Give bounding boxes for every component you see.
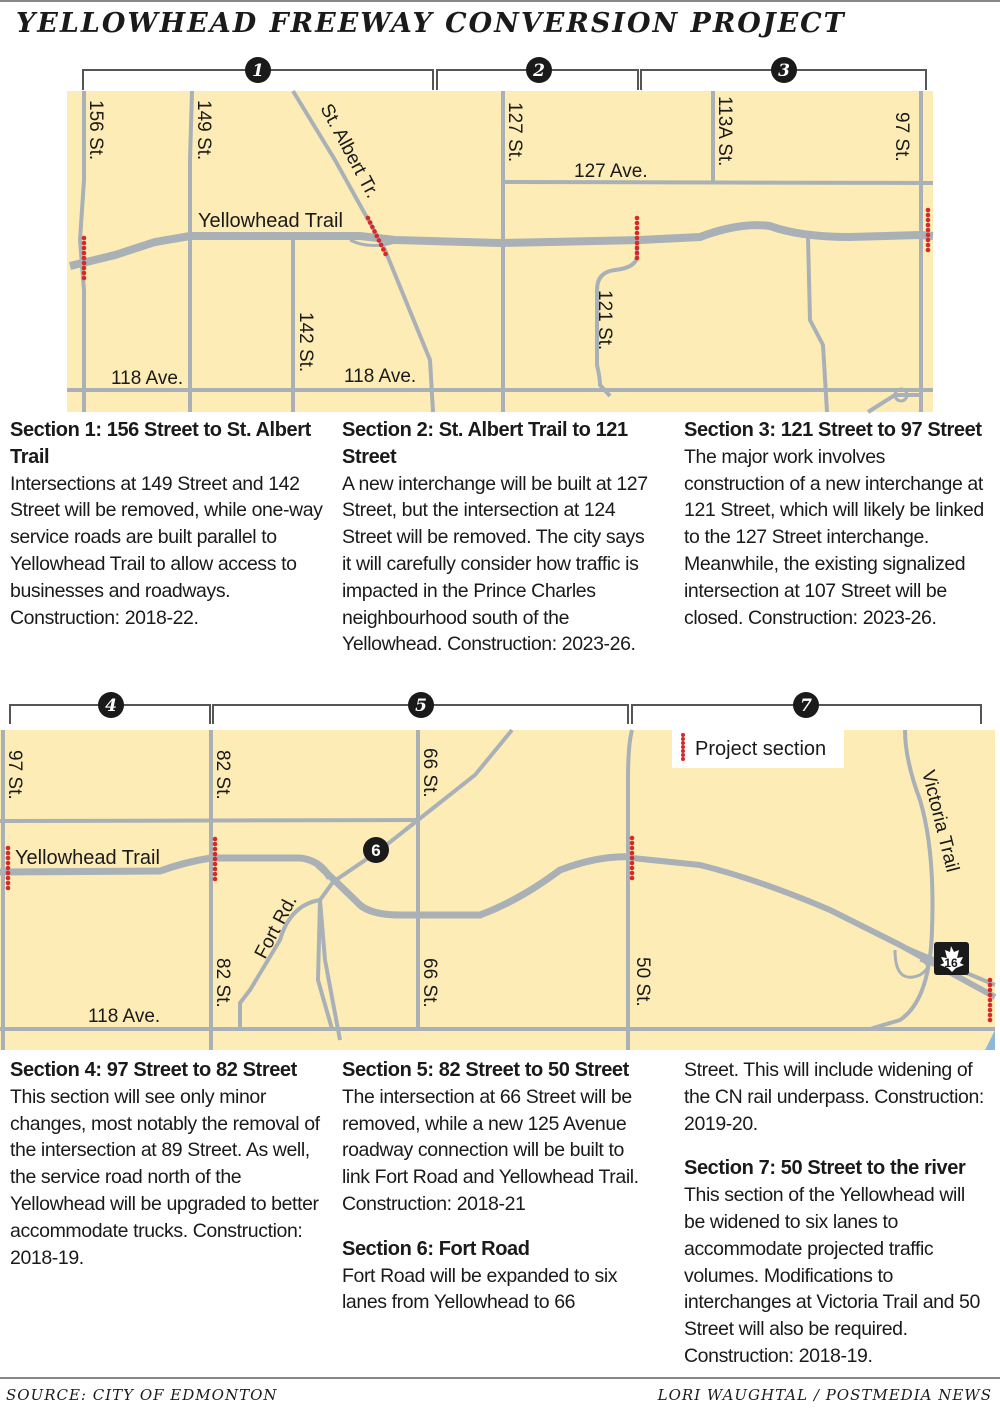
section-badge-4 bbox=[98, 692, 124, 718]
label-97-st: 97 St. bbox=[891, 112, 912, 162]
label-121-st: 121 St. bbox=[594, 290, 615, 351]
label-yellowhead-trail: Yellowhead Trail bbox=[15, 847, 160, 869]
top-rule bbox=[0, 0, 1000, 2]
section-6-7-description bbox=[684, 1057, 990, 1370]
section-4-description bbox=[10, 1057, 320, 1271]
label-113a-st: 113A St. bbox=[714, 96, 735, 167]
label-118-ave-b: 118 Ave. bbox=[344, 366, 417, 387]
label-victoria-trail: Victoria Trail bbox=[917, 768, 963, 875]
highway-16-shield bbox=[934, 942, 969, 975]
section-2-heading: Section 2: St. Albert Trail to 121 Street bbox=[342, 419, 628, 468]
section-2-description bbox=[342, 417, 652, 658]
section-6-body-part1: Fort Road will be expanded to six lanes from Yellowhead to 66 bbox=[342, 1264, 618, 1314]
label-127-ave: 127 Ave. bbox=[574, 161, 648, 182]
section-badge-3 bbox=[771, 57, 797, 83]
svg-text:4: 4 bbox=[105, 696, 117, 716]
section-badge-5 bbox=[408, 692, 434, 718]
section-badge-1 bbox=[245, 57, 271, 83]
author-credit: LORI WAUGHTAL / POSTMEDIA NEWS bbox=[657, 1386, 992, 1404]
label-50-st: 50 St. bbox=[632, 957, 653, 1007]
source-credit: SOURCE: CITY OF EDMONTON bbox=[6, 1386, 278, 1404]
land-area bbox=[0, 730, 995, 1050]
section-1-heading: Section 1: 156 Street to St. Albert Trail bbox=[10, 419, 311, 468]
svg-text:7: 7 bbox=[800, 696, 812, 716]
svg-text:2: 2 bbox=[533, 61, 545, 81]
section-6-heading: Section 6: Fort Road bbox=[342, 1237, 530, 1260]
label-156-st: 156 St. bbox=[85, 100, 106, 161]
label-yellowhead-trail: Yellowhead Trail bbox=[198, 210, 343, 232]
section-2-body: A new interchange will be built at 127 Street, but the intersection at 124 Street will be removed. The city says it will carefully consider how traffic is impacted in the Prince Charles neighbourhood south of the Yellowhead. Construction: 2023-26. bbox=[342, 472, 648, 656]
svg-text:6: 6 bbox=[371, 841, 381, 860]
section-1-body: Intersections at 149 Street and 142 Street will be removed, while one-way service roads are built parallel to Yellowhead Trail to allow access to businesses and roadways. Construction: 2018-22. bbox=[10, 472, 323, 629]
section-5-6-description bbox=[342, 1057, 642, 1316]
map-legend bbox=[672, 730, 844, 768]
section-brackets bbox=[10, 705, 981, 724]
label-66-st-bottom: 66 St. bbox=[419, 958, 440, 1008]
section-3-body: The major work involves construction of a new interchange at 121 Street, which will likely be linked to the 127 Street interchange. Meanwhile, the existing signalized intersection at 107 Street will be closed. Construction: 2023-26. bbox=[684, 445, 984, 629]
label-127-st: 127 St. bbox=[504, 102, 525, 163]
label-149-st: 149 St. bbox=[193, 100, 214, 161]
section-5-heading: Section 5: 82 Street to 50 Street bbox=[342, 1059, 629, 1081]
section-badge-7 bbox=[793, 692, 819, 718]
label-st-albert-tr: St. Albert Tr. bbox=[315, 100, 383, 202]
bottom-map bbox=[0, 690, 1000, 1055]
label-66-st-top: 66 St. bbox=[419, 748, 440, 798]
top-map bbox=[0, 55, 1000, 415]
legend-label: Project section bbox=[695, 738, 827, 760]
section-badge-2 bbox=[526, 57, 552, 83]
section-4-heading: Section 4: 97 Street to 82 Street bbox=[10, 1059, 297, 1081]
label-97-st: 97 St. bbox=[4, 750, 25, 800]
section-7-heading: Section 7: 50 Street to the river bbox=[684, 1157, 966, 1180]
section-1-description bbox=[10, 417, 330, 631]
section-7-body: This section of the Yellowhead will be widened to six lanes to accommodate projected traffic volumes. Modifications to interchanges at Victoria Trail and 50 Street will also be required. Construction: 2018-19. bbox=[684, 1184, 980, 1367]
label-82-st-bottom: 82 St. bbox=[212, 958, 233, 1008]
svg-text:1: 1 bbox=[252, 61, 264, 81]
svg-text:5: 5 bbox=[415, 696, 427, 716]
highway-number: 16 bbox=[944, 956, 958, 970]
section-3-heading: Section 3: 121 Street to 97 Street bbox=[684, 419, 982, 441]
section-badge-6 bbox=[363, 837, 389, 863]
page-title: YELLOWHEAD FREEWAY CONVERSION PROJECT bbox=[16, 8, 846, 39]
section-5-body: The intersection at 66 Street will be removed, while a new 125 Avenue roadway connection will be built to link Fort Road and Yellowhead Trail. Construction: 2018-21 bbox=[342, 1085, 639, 1215]
label-118-ave: 118 Ave. bbox=[88, 1006, 161, 1027]
label-118-ave-a: 118 Ave. bbox=[111, 368, 184, 389]
svg-text:3: 3 bbox=[778, 61, 790, 81]
section-4-body: This section will see only minor changes, most notably the removal of the intersection at 89 Street. As well, the service road north of the Yellowhead will be upgraded to better accommodate trucks. Construction: 2018-19. bbox=[10, 1085, 320, 1269]
section-brackets bbox=[83, 70, 926, 90]
footer-rule bbox=[0, 1377, 1000, 1379]
label-142-st: 142 St. bbox=[295, 312, 316, 373]
section-3-description bbox=[684, 417, 990, 631]
label-82-st-top: 82 St. bbox=[212, 750, 233, 800]
section-6-body-part2: Street. This will include widening of the CN rail underpass. Construction: 2019-20. bbox=[684, 1059, 984, 1135]
label-fort-rd: Fort Rd. bbox=[250, 891, 302, 963]
